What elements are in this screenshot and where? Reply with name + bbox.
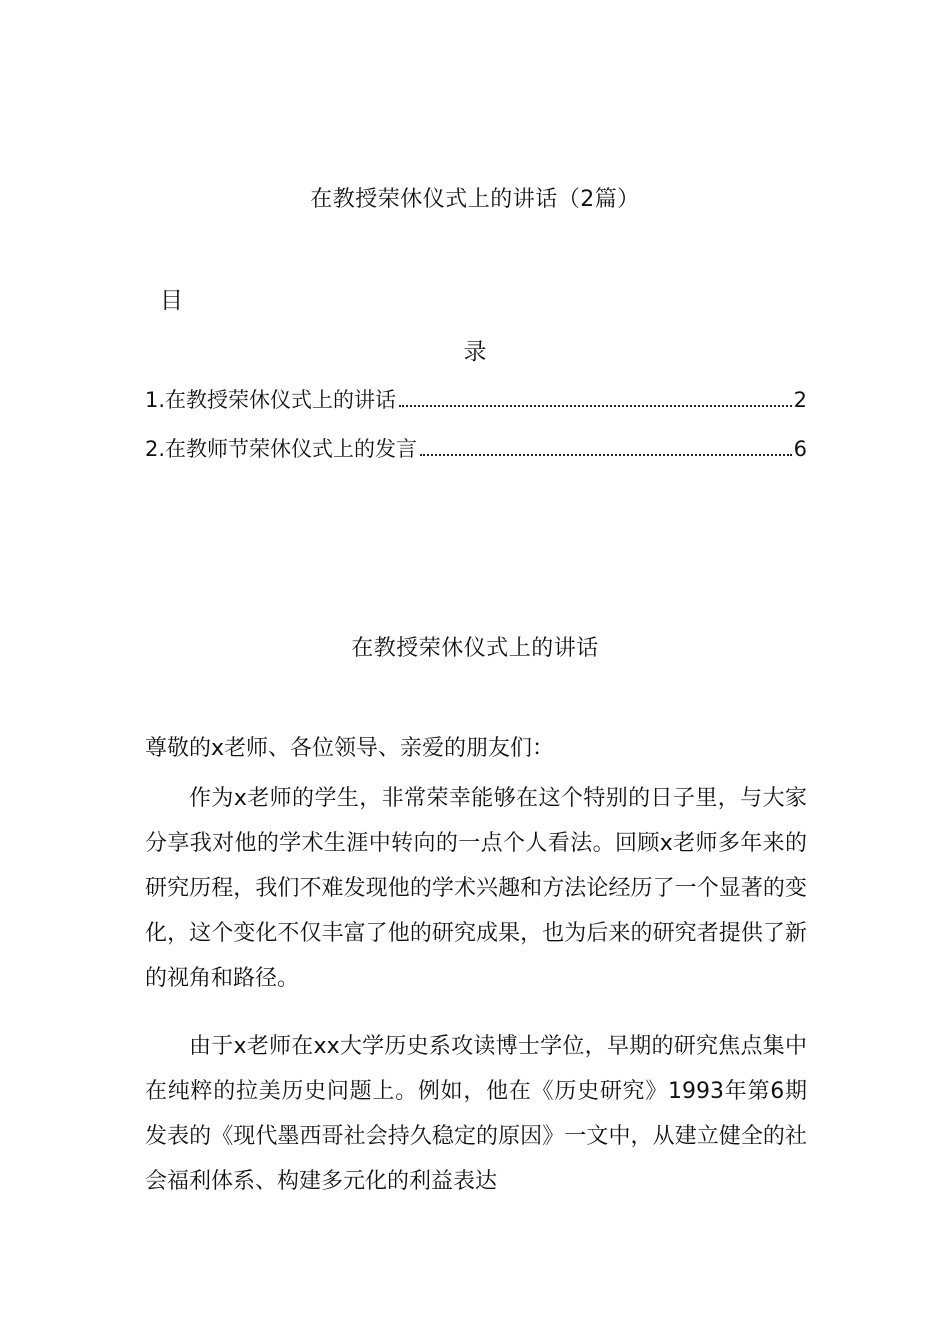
toc-entry-label: 1.在教授荣休仪式上的讲话 [145,388,397,412]
body-paragraph-block [145,1024,807,1204]
section-title: 在教授荣休仪式上的讲话 [351,636,599,661]
salutation: 尊敬的x老师、各位领导、亲爱的朋友们： [145,736,555,761]
toc-entry[interactable] [145,384,807,416]
toc-entry-page: 6 [793,437,807,461]
toc-dot-leader [399,404,792,407]
toc-entry[interactable] [145,433,807,465]
toc-heading-part2: 录 [463,339,487,365]
body-paragraph: 由于x老师在xx大学历史系攻读博士学位，早期的研究焦点集中在纯粹的拉美历史问题上。例如，他在《历史研究》1993年第6期发表的《现代墨西哥社会持久稳定的原因》一文中，从建立健全的社会福利体系、构建多元化的利益表达 [145,1034,807,1194]
toc-entry-page: 2 [793,388,807,412]
body-paragraph: 作为x老师的学生，非常荣幸能够在这个特别的日子里，与大家分享我对他的学术生涯中转向的一点个人看法。回顾x老师多年来的研究历程，我们不难发现他的学术兴趣和方法论经历了一个显著的变化，这个变化不仅丰富了他的研究成果，也为后来的研究者提供了新的视角和路径。 [145,786,807,991]
toc-entry-label: 2.在教师节荣休仪式上的发言 [145,437,418,461]
toc-heading-part1: 目 [160,288,183,314]
document-title: 在教授荣休仪式上的讲话（2篇） [310,187,640,212]
body-paragraph-block [145,776,807,1001]
toc-dot-leader [420,453,792,456]
